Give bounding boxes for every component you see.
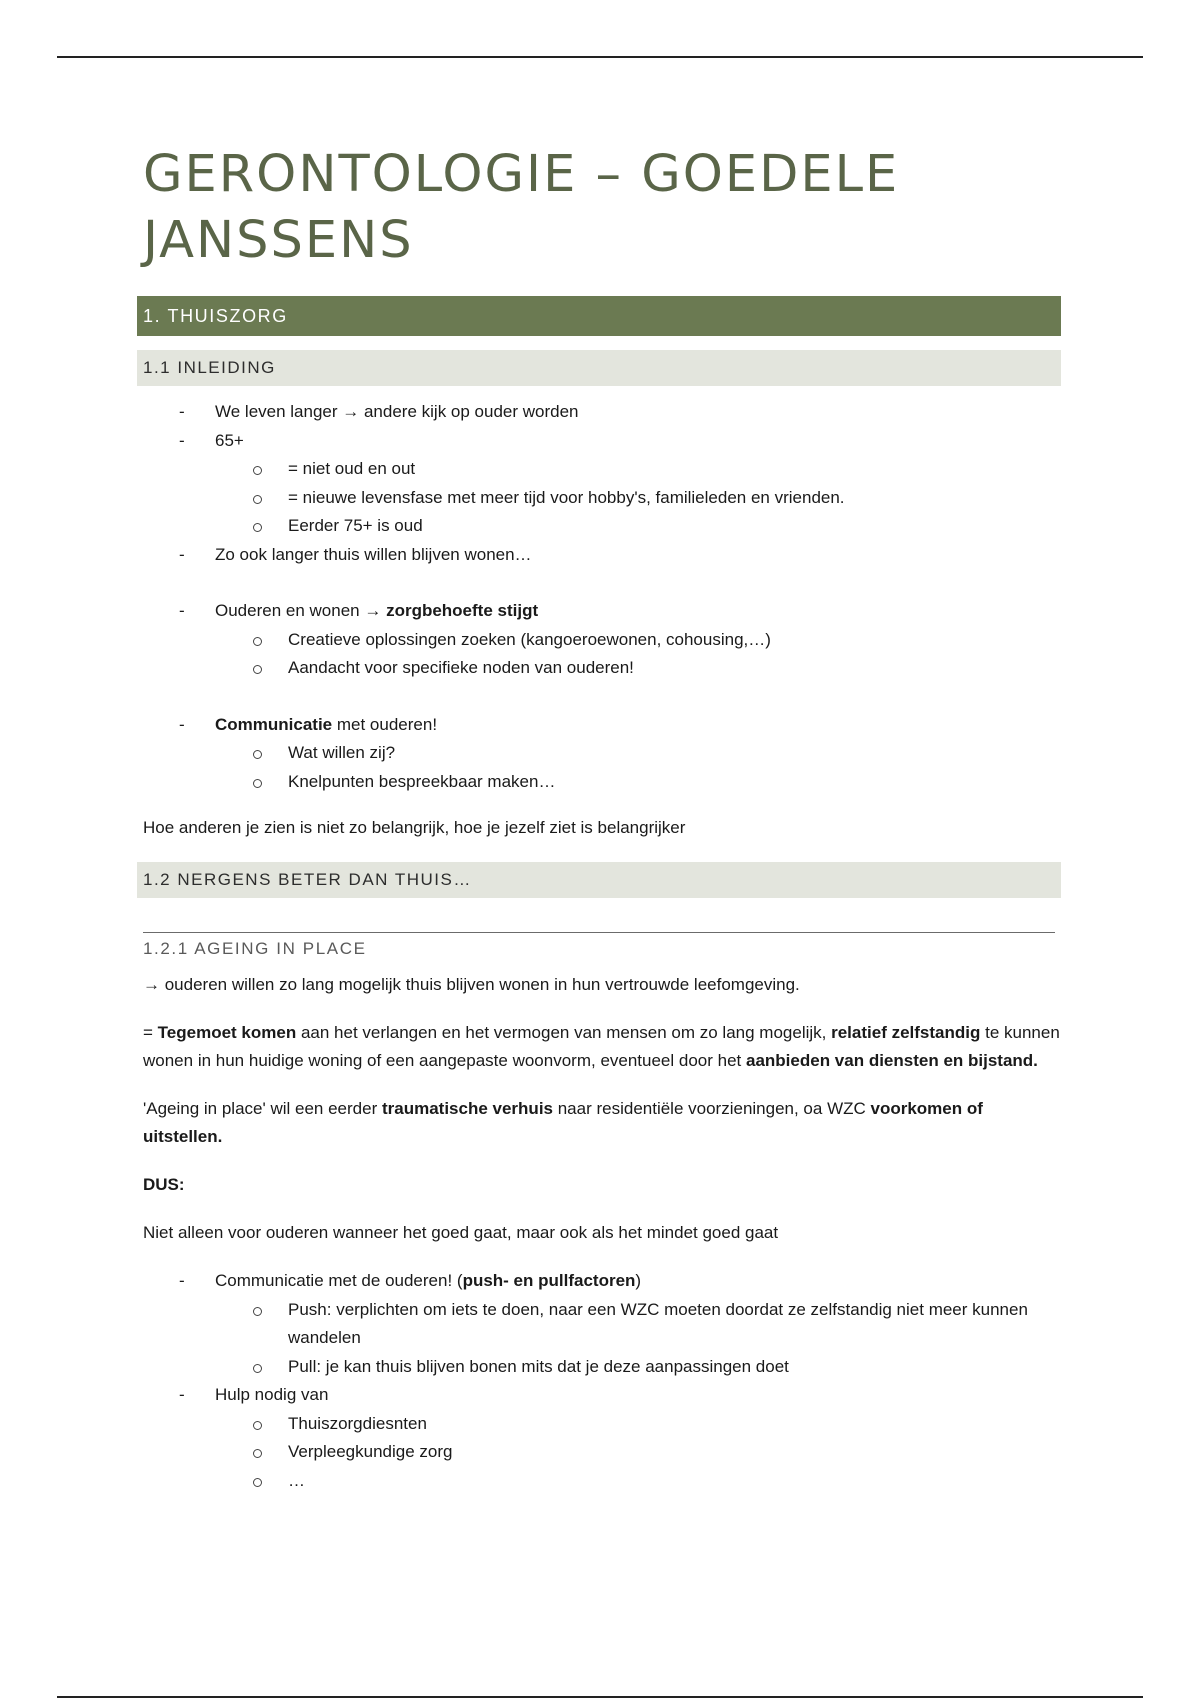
sub-list-item-text: Wat willen zij?	[288, 743, 396, 762]
ageing-dus: DUS:	[143, 1175, 185, 1194]
document-title	[143, 142, 1063, 274]
ageing-intro: → ouderen willen zo lang mogelijk thuis blijven wonen in hun vertrouwde leefomgeving.	[143, 975, 800, 994]
heading-ageing-in-place: 1.2.1 AGEING IN PLACE	[143, 939, 367, 958]
sub-list-item	[143, 484, 1063, 513]
list-item: - Communicatie met ouderen! Wat willen zij? Knelpunten bespreekbaar maken…	[143, 711, 1063, 797]
heading-inleiding	[137, 350, 1061, 386]
sub-list-item	[143, 1438, 1063, 1467]
heading-thuiszorg	[137, 296, 1061, 336]
sub-list-item	[143, 1296, 1063, 1353]
sub-list-item-text: Verpleegkundige zorg	[288, 1442, 453, 1461]
page-bottom-rule	[57, 1696, 1143, 1698]
sub-list-item	[143, 654, 1063, 683]
list-item-text: Ouderen en wonen →	[215, 601, 387, 620]
inleiding-closing: Hoe anderen je zien is niet zo belangrijk, hoe je jezelf ziet is belangrijker	[143, 818, 686, 837]
sub-list-item-text: Eerder 75+ is oud	[288, 516, 423, 535]
sub-list-item	[143, 739, 1063, 768]
sub-list-item	[143, 768, 1063, 797]
sub-list-item	[143, 512, 1063, 541]
ageing-definition: = Tegemoet komen aan het verlangen en het vermogen van mensen om zo lang mogelijk, relatief zelfstandig te kunnen wonen in hun huidige woning of een aangepaste woonvorm, eventueel door het aanbieden van diensten en bijstand.	[143, 1023, 1060, 1070]
title-line-1: GERONTOLOGIE – GOEDELE	[143, 145, 900, 204]
sub-list-item-text: = nieuwe levensfase met meer tijd voor hobby's, familieleden en vrienden.	[288, 487, 845, 507]
list-item: - Ouderen en wonen → zorgbehoefte stijgt Creatieve oplossingen zoeken (kangoeroewonen, cohousing,…) Aandacht voor specifieke noden van ouderen!	[143, 597, 1063, 683]
ageing-note: Niet alleen voor ouderen wanneer het goed gaat, maar ook als het mindet goed gaat	[143, 1223, 779, 1242]
sub-list-item-text: Knelpunten bespreekbaar maken…	[288, 771, 556, 791]
heading-nergens-beter	[137, 862, 1061, 898]
sub-list-item	[143, 1467, 1063, 1496]
sub-list	[215, 455, 1063, 541]
sub-list-item-text: Creatieve oplossingen zoeken (kangoeroewonen, cohousing,…)	[288, 629, 771, 649]
document-body	[143, 142, 1063, 1495]
ageing-goal: 'Ageing in place' wil een eerder traumatische verhuis naar residentiële voorzieningen, oa WZC voorkomen of uitstellen.	[143, 1099, 983, 1146]
sub-list-item	[143, 1410, 1063, 1439]
heading-thuiszorg-label: 1. THUISZORG	[143, 305, 288, 326]
sub-list-item-text: = niet oud en out	[288, 459, 416, 478]
sub-list	[215, 1296, 1063, 1382]
list-item-text: We leven langer → andere kijk op ouder worden	[215, 402, 579, 421]
sub-list-item	[143, 1353, 1063, 1382]
list-item: - Hulp nodig van Thuiszorgdiesnten Verpleegkundige zorg …	[143, 1381, 1063, 1495]
sub-list-item	[143, 455, 1063, 484]
sub-list-item	[143, 626, 1063, 655]
inleiding-list	[143, 398, 1063, 796]
ageing-list	[143, 1267, 1063, 1495]
title-line-2: JANSSENS	[143, 211, 414, 270]
list-item-bold: Communicatie	[215, 714, 333, 734]
heading-inleiding-label: 1.1 INLEIDING	[143, 358, 276, 377]
sub-list-item-text: Thuiszorgdiesnten	[288, 1413, 427, 1433]
sub-list-item-text: Aandacht voor specifieke noden van ouderen!	[288, 658, 634, 677]
sub-list-item-text: Pull: je kan thuis blijven bonen mits dat je deze aanpassingen doet	[288, 1356, 789, 1376]
list-item-text: met ouderen!	[332, 714, 438, 734]
sub-list	[215, 739, 1063, 796]
list-item-text: Hulp nodig van	[215, 1385, 329, 1404]
sub-list	[215, 626, 1063, 683]
list-item: - Communicatie met de ouderen! (push- en pullfactoren) Push: verplichten om iets te doen, naar een WZC moeten doordat ze zelfstandig niet meer kunnen wandelen Pull: je kan thuis blijven bonen mits dat je deze aanpassingen doet	[143, 1267, 1063, 1381]
heading-nergens-beter-label: 1.2 NERGENS BETER DAN THUIS…	[143, 870, 472, 889]
sub-list	[215, 1410, 1063, 1496]
list-item: - Zo ook langer thuis willen blijven wonen…	[179, 544, 532, 564]
list-item-bold: zorgbehoefte stijgt	[386, 601, 539, 620]
page-top-rule	[57, 56, 1143, 58]
list-item: - 65+ = niet oud en out = nieuwe levensfase met meer tijd voor hobby's, familieleden en vrienden. Eerder 75+ is oud	[143, 427, 1063, 541]
sub-list-item-text: …	[288, 1470, 305, 1490]
list-item-text: Zo ook langer thuis willen blijven wonen…	[215, 544, 532, 564]
list-item: - We leven langer → andere kijk op ouder worden	[179, 402, 579, 421]
sub-list-item-text: Push: verplichten om iets te doen, naar een WZC moeten doordat ze zelfstandig niet meer kunnen wandelen	[288, 1299, 1028, 1347]
list-item-text: 65+	[215, 430, 244, 450]
subheading-rule	[143, 932, 1055, 933]
